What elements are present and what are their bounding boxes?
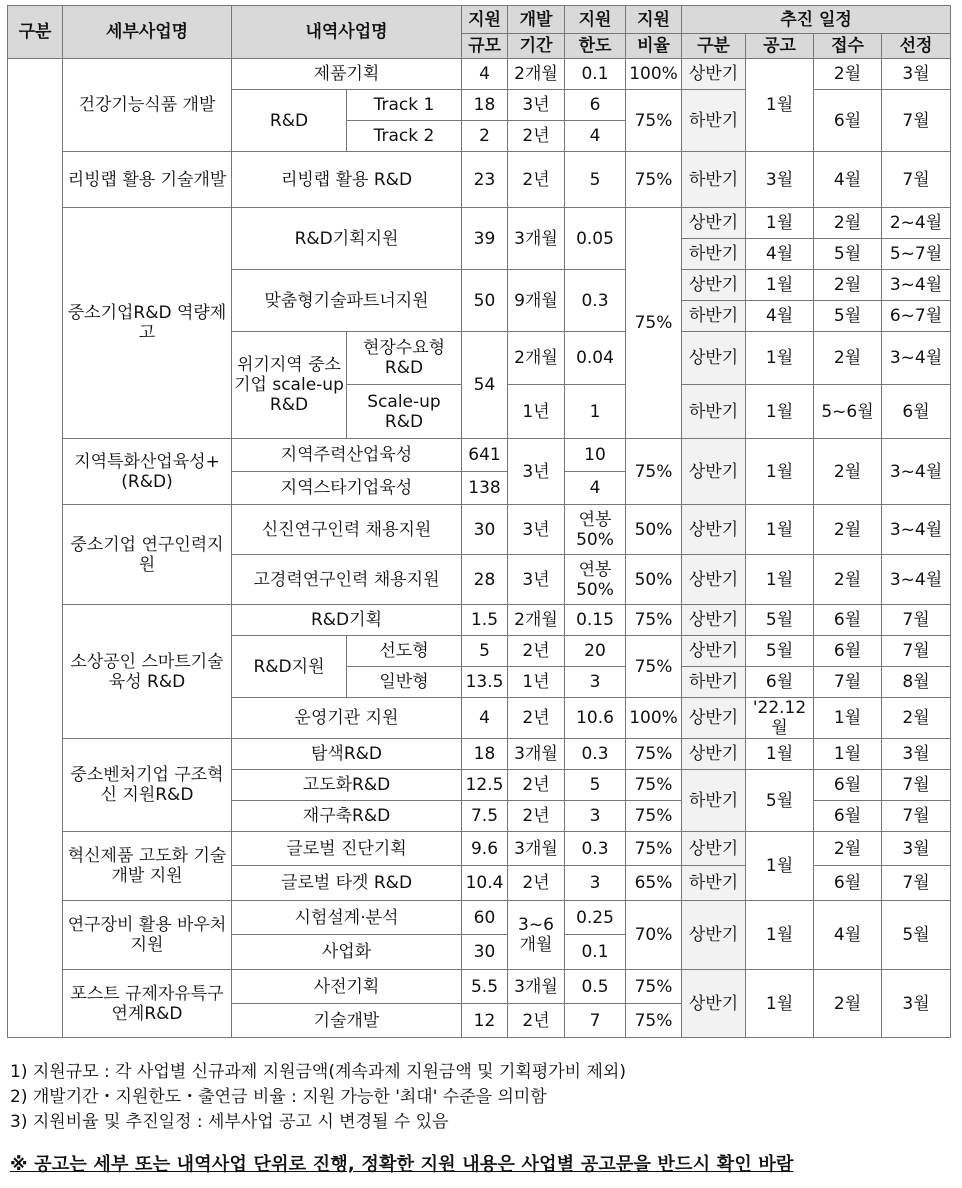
cell-group: R&D지원 — [232, 636, 347, 698]
cell-select: 3~4월 — [882, 270, 951, 301]
cell-period: 1년 — [508, 385, 565, 439]
cell-ratio: 75% — [626, 605, 682, 636]
cell-limit: 20 — [565, 636, 626, 667]
cell-scale: 28 — [462, 555, 508, 605]
cell-notice: 1월 — [746, 332, 814, 385]
cell-limit: 10.6 — [565, 698, 626, 739]
cell-select: 7월 — [882, 152, 951, 208]
cell-sub: 일반형 — [347, 667, 462, 698]
cell-sub: 고경력연구인력 채용지원 — [232, 555, 462, 605]
cell-period: 2년 — [508, 152, 565, 208]
cell-notice: 1월 — [746, 385, 814, 439]
cell-notice: 5월 — [746, 636, 814, 667]
cell-select: 2월 — [882, 698, 951, 739]
cell-receipt: 2월 — [814, 439, 882, 505]
header-scale-1: 지원 — [462, 6, 508, 34]
cell-period: 2개월 — [508, 59, 565, 90]
cell-period: 2개월 — [508, 332, 565, 385]
cell-ratio: 75% — [626, 90, 682, 152]
cell-period: 2년 — [508, 1004, 565, 1038]
cell-receipt: 1월 — [814, 698, 882, 739]
cell-select: 3월 — [882, 739, 951, 770]
cell-select: 6~7월 — [882, 301, 951, 332]
cell-half: 하반기 — [682, 90, 746, 152]
cell-ratio: 65% — [626, 866, 682, 901]
cell-receipt: 2월 — [814, 832, 882, 866]
cell-ratio: 75% — [626, 970, 682, 1004]
cell-receipt: 2월 — [814, 505, 882, 555]
header-period-1: 개발 — [508, 6, 565, 34]
cell-half: 하반기 — [682, 866, 746, 901]
final-notice: ※ 공고는 세부 또는 내역사업 단위로 진행, 정확한 지원 내용은 사업별 공고문을 반드시 확인 바람 — [10, 1154, 794, 1175]
cell-select: 7월 — [882, 605, 951, 636]
cell-select: 7월 — [882, 801, 951, 832]
cell-sub: 지역주력산업육성 — [232, 439, 462, 472]
cell-limit: 5 — [565, 770, 626, 801]
header-period-2: 기간 — [508, 34, 565, 59]
cell-limit: 4 — [565, 472, 626, 505]
cell-half: 상반기 — [682, 698, 746, 739]
cell-half: 하반기 — [682, 301, 746, 332]
cell-receipt: 7월 — [814, 667, 882, 698]
program-name: 중소벤처기업 구조혁신 지원R&D — [63, 739, 232, 832]
cell-half: 상반기 — [682, 208, 746, 239]
cell-sub: 맞춤형기술파트너지원 — [232, 270, 462, 332]
cell-receipt: 1월 — [814, 739, 882, 770]
cell-limit: 0.05 — [565, 208, 626, 270]
cell-scale: 39 — [462, 208, 508, 270]
program-name: 포스트 규제자유특구 연계R&D — [63, 970, 232, 1038]
header-ratio-2: 비율 — [626, 34, 682, 59]
header-category: 구분 — [8, 6, 63, 59]
cell-sub: R&D기획 — [232, 605, 462, 636]
cell-sub: 시험설계·분석 — [232, 901, 462, 935]
cell-scale: 30 — [462, 935, 508, 970]
cell-period: 2년 — [508, 698, 565, 739]
cell-ratio: 75% — [626, 208, 682, 439]
cell-select: 3~4월 — [882, 505, 951, 555]
cell-select: 3~4월 — [882, 332, 951, 385]
table-row — [8, 605, 951, 636]
cell-scale: 18 — [462, 739, 508, 770]
cell-sub: 운영기관 지원 — [232, 698, 462, 739]
cell-half: 상반기 — [682, 270, 746, 301]
cell-select: 8월 — [882, 667, 951, 698]
cell-scale: 1.5 — [462, 605, 508, 636]
cell-receipt: 4월 — [814, 152, 882, 208]
cell-half: 상반기 — [682, 970, 746, 1038]
cell-period: 2년 — [508, 770, 565, 801]
program-name: 지역특화산업육성+ (R&D) — [63, 439, 232, 505]
cell-period: 3개월 — [508, 832, 565, 866]
cell-half: 상반기 — [682, 332, 746, 385]
cell-half: 하반기 — [682, 152, 746, 208]
header-sub-program: 세부사업명 — [63, 6, 232, 59]
cell-period: 2년 — [508, 121, 565, 152]
cell-half: 상반기 — [682, 832, 746, 866]
program-schedule-table — [7, 5, 951, 1038]
cell-sub: 기술개발 — [232, 1004, 462, 1038]
cell-sub: R&D기획지원 — [232, 208, 462, 270]
cell-period: 3년 — [508, 505, 565, 555]
cell-half: 하반기 — [682, 770, 746, 832]
cell-receipt: 2월 — [814, 332, 882, 385]
cell-receipt: 6월 — [814, 636, 882, 667]
cell-notice: 1월 — [746, 505, 814, 555]
cell-notice: 5월 — [746, 605, 814, 636]
cell-ratio: 50% — [626, 555, 682, 605]
cell-scale: 18 — [462, 90, 508, 121]
cell-notice: 5월 — [746, 770, 814, 832]
header-scale-2: 규모 — [462, 34, 508, 59]
cell-ratio: 70% — [626, 901, 682, 970]
table-row — [8, 505, 951, 555]
cell-scale: 4 — [462, 59, 508, 90]
cell-receipt: 6월 — [814, 866, 882, 901]
cell-receipt: 4월 — [814, 901, 882, 970]
cell-sub: 신진연구인력 채용지원 — [232, 505, 462, 555]
cell-sub: 현장수요형 R&D — [347, 332, 462, 385]
cell-notice: 1월 — [746, 970, 814, 1038]
cell-receipt: 5~6월 — [814, 385, 882, 439]
cell-notice: 6월 — [746, 667, 814, 698]
cell-limit: 3 — [565, 801, 626, 832]
program-name: 소상공인 스마트기술 육성 R&D — [63, 605, 232, 739]
cell-select: 3~4월 — [882, 439, 951, 505]
cell-sub: 글로벌 진단기획 — [232, 832, 462, 866]
cell-receipt: 6월 — [814, 90, 882, 152]
cell-receipt: 6월 — [814, 801, 882, 832]
cell-notice: 1월 — [746, 59, 814, 152]
table-row — [8, 901, 951, 935]
cell-half: 상반기 — [682, 505, 746, 555]
cell-scale: 12 — [462, 1004, 508, 1038]
footnote-2: 2) 개발기간・지원한도・출연금 비율 : 지원 가능한 '최대' 수준을 의미함 — [10, 1087, 547, 1107]
cell-receipt: 2월 — [814, 555, 882, 605]
cell-period: 3개월 — [508, 208, 565, 270]
cell-select: 7월 — [882, 866, 951, 901]
cell-notice: 4월 — [746, 301, 814, 332]
cell-period: 3개월 — [508, 970, 565, 1004]
cell-limit: 10 — [565, 439, 626, 472]
cell-notice: '22.12월 — [746, 698, 814, 739]
cell-ratio: 75% — [626, 832, 682, 866]
cell-sub: 고도화R&D — [232, 770, 462, 801]
program-name: 연구장비 활용 바우처 지원 — [63, 901, 232, 970]
cell-limit: 0.3 — [565, 270, 626, 332]
cell-sub: 제품기획 — [232, 59, 462, 90]
cell-period: 3년 — [508, 90, 565, 121]
cell-notice: 1월 — [746, 901, 814, 970]
cell-notice: 4월 — [746, 239, 814, 270]
cell-period: 3년 — [508, 555, 565, 605]
cell-scale: 10.4 — [462, 866, 508, 901]
cell-notice: 1월 — [746, 739, 814, 770]
cell-scale: 5 — [462, 636, 508, 667]
cell-scale: 23 — [462, 152, 508, 208]
cell-period: 3개월 — [508, 739, 565, 770]
cell-half: 상반기 — [682, 739, 746, 770]
cell-period: 9개월 — [508, 270, 565, 332]
cell-limit: 0.1 — [565, 935, 626, 970]
cell-receipt: 5월 — [814, 301, 882, 332]
cell-scale: 4 — [462, 698, 508, 739]
cell-ratio: 75% — [626, 636, 682, 698]
cell-ratio: 100% — [626, 59, 682, 90]
cell-select: 6월 — [882, 385, 951, 439]
cell-ratio: 75% — [626, 439, 682, 505]
header-ratio-1: 지원 — [626, 6, 682, 34]
header-schedule: 추진 일정 — [682, 6, 951, 34]
footnote-1: 1) 지원규모 : 각 사업별 신규과제 지원금액(계속과제 지원금액 및 기획평가비 제외) — [10, 1062, 626, 1082]
program-name: 중소기업 연구인력지원 — [63, 505, 232, 605]
header-limit-1: 지원 — [565, 6, 626, 34]
cell-ratio: 75% — [626, 739, 682, 770]
footnotes — [10, 1060, 626, 1135]
cell-scale: 54 — [462, 332, 508, 439]
cell-sub: 사업화 — [232, 935, 462, 970]
cell-receipt: 5월 — [814, 239, 882, 270]
cell-limit: 연봉 50% — [565, 555, 626, 605]
cell-group: R&D — [232, 90, 347, 152]
cell-select: 3월 — [882, 832, 951, 866]
cell-sub: 글로벌 타겟 R&D — [232, 866, 462, 901]
cell-select: 3월 — [882, 970, 951, 1038]
header-receipt: 접수 — [814, 34, 882, 59]
cell-notice: 1월 — [746, 439, 814, 505]
cell-half: 하반기 — [682, 239, 746, 270]
cell-half: 상반기 — [682, 59, 746, 90]
cell-select: 7월 — [882, 636, 951, 667]
cell-limit: 0.1 — [565, 59, 626, 90]
cell-receipt: 6월 — [814, 770, 882, 801]
cell-half: 상반기 — [682, 901, 746, 970]
cell-scale: 7.5 — [462, 801, 508, 832]
cell-select: 7월 — [882, 90, 951, 152]
cell-receipt: 2월 — [814, 59, 882, 90]
table-row — [8, 832, 951, 866]
category-cell — [8, 59, 63, 1038]
cell-scale: 2 — [462, 121, 508, 152]
cell-receipt: 2월 — [814, 270, 882, 301]
header-limit-2: 한도 — [565, 34, 626, 59]
cell-ratio: 100% — [626, 698, 682, 739]
header-notice: 공고 — [746, 34, 814, 59]
cell-notice: 3월 — [746, 152, 814, 208]
cell-limit: 4 — [565, 121, 626, 152]
table-row — [8, 970, 951, 1004]
cell-select: 2~4월 — [882, 208, 951, 239]
cell-period: 3년 — [508, 439, 565, 505]
header-half: 구분 — [682, 34, 746, 59]
cell-half: 하반기 — [682, 667, 746, 698]
program-name: 중소기업R&D 역량제고 — [63, 208, 232, 439]
cell-select: 7월 — [882, 770, 951, 801]
cell-sub: 선도형 — [347, 636, 462, 667]
program-name: 혁신제품 고도화 기술개발 지원 — [63, 832, 232, 901]
cell-scale: 12.5 — [462, 770, 508, 801]
cell-half: 상반기 — [682, 605, 746, 636]
cell-sub: Track 2 — [347, 121, 462, 152]
cell-period: 2개월 — [508, 605, 565, 636]
cell-sub: 리빙랩 활용 R&D — [232, 152, 462, 208]
cell-limit: 6 — [565, 90, 626, 121]
cell-limit: 0.15 — [565, 605, 626, 636]
cell-limit: 1 — [565, 385, 626, 439]
cell-sub: 지역스타기업육성 — [232, 472, 462, 505]
cell-sub: 탐색R&D — [232, 739, 462, 770]
cell-ratio: 75% — [626, 1004, 682, 1038]
cell-period: 2년 — [508, 636, 565, 667]
cell-scale: 13.5 — [462, 667, 508, 698]
cell-sub: 사전기획 — [232, 970, 462, 1004]
cell-period: 3~6 개월 — [508, 901, 565, 970]
cell-limit: 0.5 — [565, 970, 626, 1004]
cell-ratio: 75% — [626, 801, 682, 832]
cell-select: 5월 — [882, 901, 951, 970]
cell-scale: 30 — [462, 505, 508, 555]
cell-notice: 1월 — [746, 555, 814, 605]
cell-sub: Track 1 — [347, 90, 462, 121]
table-row — [8, 59, 951, 90]
table-row — [8, 739, 951, 770]
cell-sub: 재구축R&D — [232, 801, 462, 832]
cell-period: 2년 — [508, 801, 565, 832]
cell-half: 상반기 — [682, 439, 746, 505]
cell-limit: 5 — [565, 152, 626, 208]
cell-scale: 641 — [462, 439, 508, 472]
cell-select: 3월 — [882, 59, 951, 90]
cell-half: 하반기 — [682, 385, 746, 439]
cell-select: 3~4월 — [882, 555, 951, 605]
cell-half: 상반기 — [682, 636, 746, 667]
footnote-3: 3) 지원비율 및 추진일정 : 세부사업 공고 시 변경될 수 있음 — [10, 1112, 449, 1132]
cell-limit: 0.3 — [565, 832, 626, 866]
cell-notice: 1월 — [746, 208, 814, 239]
cell-scale: 60 — [462, 901, 508, 935]
cell-limit: 0.3 — [565, 739, 626, 770]
cell-notice: 1월 — [746, 832, 814, 901]
cell-scale: 138 — [462, 472, 508, 505]
cell-period: 1년 — [508, 667, 565, 698]
table-row — [8, 152, 951, 208]
cell-period: 2년 — [508, 866, 565, 901]
cell-limit: 3 — [565, 667, 626, 698]
cell-select: 5~7월 — [882, 239, 951, 270]
cell-notice: 1월 — [746, 270, 814, 301]
cell-ratio: 75% — [626, 770, 682, 801]
cell-sub: Scale-up R&D — [347, 385, 462, 439]
cell-scale: 50 — [462, 270, 508, 332]
cell-limit: 7 — [565, 1004, 626, 1038]
table-row — [8, 208, 951, 239]
cell-group: 위기지역 중소기업 scale-up R&D — [232, 332, 347, 439]
table-row — [8, 439, 951, 472]
program-name: 건강기능식품 개발 — [63, 59, 232, 152]
cell-scale: 9.6 — [462, 832, 508, 866]
cell-ratio: 75% — [626, 152, 682, 208]
header-detail-program: 내역사업명 — [232, 6, 462, 59]
cell-limit: 연봉 50% — [565, 505, 626, 555]
cell-limit: 0.25 — [565, 901, 626, 935]
cell-limit: 0.04 — [565, 332, 626, 385]
header-select: 선정 — [882, 34, 951, 59]
cell-receipt: 2월 — [814, 208, 882, 239]
cell-half: 상반기 — [682, 555, 746, 605]
cell-receipt: 2월 — [814, 970, 882, 1038]
cell-limit: 3 — [565, 866, 626, 901]
cell-scale: 5.5 — [462, 970, 508, 1004]
cell-ratio: 50% — [626, 505, 682, 555]
cell-receipt: 6월 — [814, 605, 882, 636]
program-name: 리빙랩 활용 기술개발 — [63, 152, 232, 208]
